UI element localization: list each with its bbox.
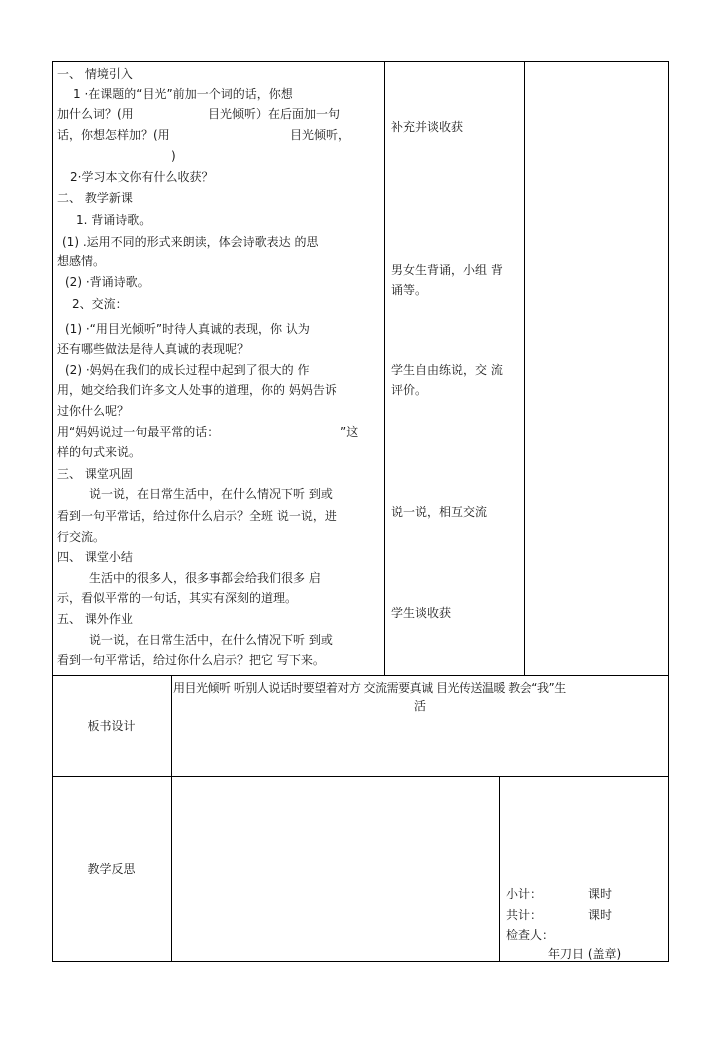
lesson-line: 2、交流： (72, 297, 128, 311)
lesson-line: 行交流。 (57, 530, 106, 544)
heading-homework: 五、 课外作业 (57, 612, 133, 626)
lesson-line: 加什么词？(用 (57, 107, 134, 121)
date-stamp: 年刀日 (盖章) (548, 947, 622, 961)
lesson-line: 2·学习本文你有什么收获？ (70, 170, 214, 184)
row-divider-2 (52, 776, 669, 777)
heading-intro: 一、 情境引入 (57, 67, 133, 81)
activity-text: 说一说，相互交流 (391, 505, 488, 519)
heading-new-lesson: 二、 教学新课 (57, 191, 133, 205)
lesson-line: 生活中的很多人，很多事都会给我们很多 启 (89, 571, 321, 585)
lesson-line: 过你什么呢？ (57, 404, 130, 418)
label-col-divider (171, 675, 172, 962)
lesson-line: 想感情。 (57, 254, 106, 268)
lesson-line: 1. 背诵诗歌。 (76, 213, 152, 227)
row-divider-1 (52, 675, 669, 676)
activity-text: 补充并谈收获 (391, 120, 464, 134)
lesson-line: 示，看似平常的一句话，其实有深刻的道理。 (57, 591, 298, 605)
teaching-reflection-label: 教学反思 (87, 862, 136, 876)
lesson-line: (2) ·妈妈在我们的成长过程中起到了很大的 作 (65, 363, 310, 377)
heading-consolidation: 三、 课堂巩固 (57, 467, 133, 481)
lesson-line: 目光倾听）在后面加一句 (208, 107, 341, 121)
lesson-line: 1 ·在课题的“目光”前加一个词的话，你想 (73, 87, 293, 101)
activity-text: 男女生背诵，小组 背 (391, 263, 503, 277)
total-label: 共计： (506, 908, 543, 922)
subtotal-unit: 课时 (588, 887, 613, 901)
activity-text: 评价。 (391, 383, 428, 397)
table-border-top (52, 61, 669, 62)
lesson-line: (1) .运用不同的形式来朗读，体会诗歌表达 的思 (62, 235, 319, 249)
lesson-line: 话，你想怎样加？(用 (57, 128, 170, 142)
lesson-line: 样的句式来说。 (57, 445, 142, 459)
table-border-right (668, 61, 669, 962)
lesson-line: 用，她交给我们许多文人处事的道理，你的 妈妈告诉 (57, 383, 337, 397)
lesson-line: ) (171, 149, 176, 163)
activity-text: 学生自由练说，交 流 (391, 363, 503, 377)
heading-summary: 四、 课堂小结 (57, 550, 133, 564)
lesson-line: 说一说，在日常生活中，在什么情况下听 到或 (89, 633, 333, 647)
lesson-line: 还有哪些做法是待人真诚的表现呢？ (57, 342, 250, 356)
table-border-left (52, 61, 53, 962)
total-unit: 课时 (588, 908, 613, 922)
col-divider-2 (524, 61, 525, 675)
reflection-col-divider (499, 776, 500, 962)
board-design-line: 活 (413, 699, 426, 713)
board-design-label: 板书设计 (87, 719, 136, 733)
lesson-line: (1) ·“用目光倾听”时待人真诚的表现，你 认为 (65, 322, 310, 336)
lesson-line: 说一说，在日常生活中，在什么情况下听 到或 (89, 487, 333, 501)
col-divider-1 (384, 61, 385, 675)
lesson-line: ”这 (340, 425, 359, 439)
activity-text: 学生谈收获 (391, 606, 452, 620)
subtotal-label: 小计： (506, 887, 543, 901)
lesson-line: 看到一句平常话，给过你什么启示？把它 写下来。 (57, 653, 325, 667)
board-design-line: 用目光倾听 听别人说话时要望着对方 交流需要真诚 目光传送温暖 教会“我”生 (173, 681, 566, 695)
lesson-line: (2) ·背诵诗歌。 (65, 275, 150, 289)
lesson-line: 用“妈妈说过一句最平常的话： (57, 425, 220, 439)
lesson-line: 目光倾听， (290, 128, 351, 142)
lesson-line: 看到一句平常话，给过你什么启示？全班 说一说，进 (57, 509, 337, 523)
checker-label: 检查人： (506, 928, 555, 942)
activity-text: 诵等。 (391, 283, 428, 297)
